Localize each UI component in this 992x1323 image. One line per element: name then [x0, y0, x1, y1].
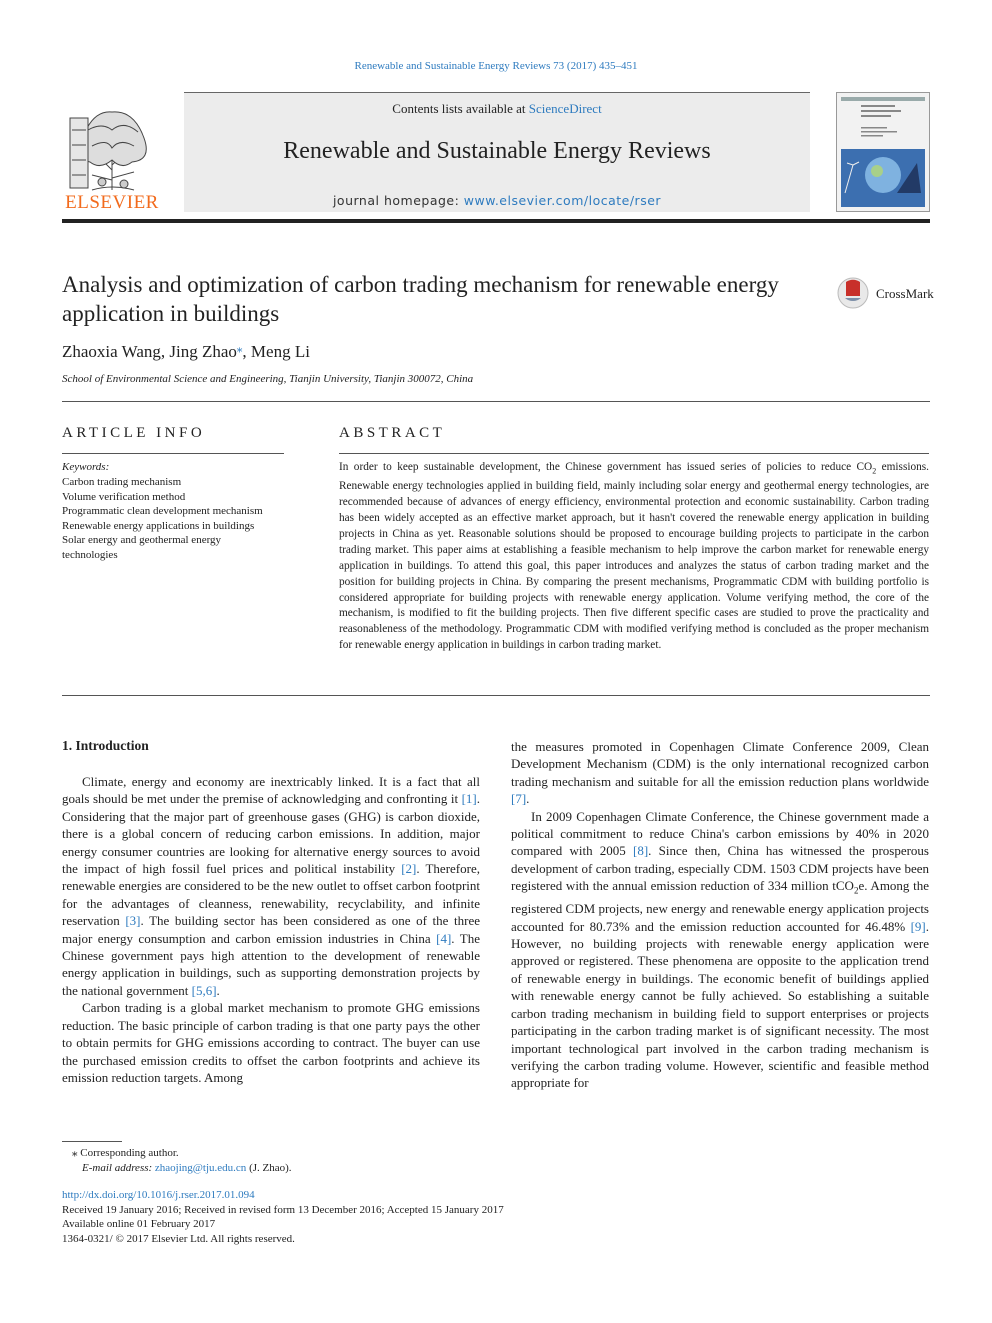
reference-link[interactable]: [7]: [511, 791, 527, 807]
header-divider: [62, 219, 930, 223]
body-paragraph: the measures promoted in Copenhagen Climate Conference 2009, Clean Development Mechanism (CDM) is the only international recognized carbon trading mechanism and suitable for all the emission reduction plans worldwide [7].: [511, 739, 929, 807]
keyword-item: Solar energy and geothermal energy: [62, 534, 222, 546]
keyword-item: Programmatic clean development mechanism: [62, 505, 263, 517]
abstract-divider: [339, 453, 929, 454]
author-name[interactable]: Jing Zhao: [169, 342, 237, 361]
reference-link[interactable]: [1]: [461, 791, 477, 807]
keyword-item: Volume verification method: [62, 490, 186, 503]
reference-link[interactable]: [4]: [436, 930, 452, 946]
corresponding-author-note: ⁎ Corresponding author.: [72, 1147, 179, 1159]
reference-link[interactable]: [3]: [125, 913, 141, 929]
body-column-left: [62, 773, 480, 1086]
introduction-heading: 1. Introduction: [62, 738, 149, 753]
reference-link[interactable]: [5,6]: [191, 982, 217, 998]
footnote-divider: [62, 1141, 122, 1142]
article-info-divider: [62, 453, 284, 454]
contents-line: Contents lists available at ScienceDirect: [392, 101, 602, 116]
sciencedirect-link[interactable]: ScienceDirect: [528, 101, 602, 116]
journal-header: [184, 92, 810, 212]
copyright: 1364-0321/ © 2017 Elsevier Ltd. All rights reserved.: [62, 1232, 295, 1245]
affiliation: School of Environmental Science and Engineering, Tianjin University, Tianjin 300072, China: [62, 373, 474, 385]
keywords-label: Keywords:: [62, 461, 110, 473]
abstract-end-divider: [62, 695, 930, 696]
corresponding-author-mark[interactable]: ⁎: [236, 343, 243, 355]
journal-homepage: journal homepage: www.elsevier.com/locate/rser: [332, 193, 662, 208]
email-note: E-mail address: zhaojing@tju.edu.cn (J. Zhao).: [82, 1161, 292, 1174]
crossmark-icon[interactable]: [836, 276, 872, 310]
body-column-right: [511, 738, 929, 1092]
journal-cover-thumbnail[interactable]: [836, 92, 930, 212]
received-dates: Received 19 January 2016; Received in revised form 13 December 2016; Accepted 15 January 2017: [62, 1203, 504, 1216]
cover-image: [837, 93, 929, 211]
article-history: [62, 1188, 504, 1246]
article-title: Analysis and optimization of carbon trading mechanism for renewable energy application in buildings: [62, 272, 779, 326]
online-date: Available online 01 February 2017: [62, 1218, 216, 1230]
author-list: Zhaoxia Wang, Jing Zhao⁎, Meng Li: [62, 342, 310, 361]
reference-link[interactable]: [8]: [633, 843, 649, 859]
section-divider: [62, 401, 930, 402]
author-name[interactable]: Zhaoxia Wang: [62, 342, 161, 361]
email-link[interactable]: zhaojing@tju.edu.cn: [154, 1161, 247, 1174]
body-paragraph: In 2009 Copenhagen Climate Conference, the Chinese government made a political commitment to reduce China's carbon emissions by 40% in 2020 compared with 2005 [8]. Since then, China has witnessed the prosperous development of carbon trading, especially CDM. 1503 CDM projects have been registered with the annual emission reduction of 334 million tCO$_2$e. Among the registered CDM projects, new energy and renewable energy application projects accounted for 80.73% and the emission reduction accounted for 46.48% [9]. However, no building projects with renewable energy application were approved or registered. These phenomena are opposite to the application trend of renewable energy in buildings. The economic benefit of buildings applied with renewable energy cannot be fully achieved. So establishing a suitable carbon trading mechanism in building field to support enterprises or projects participating in the carbon trading market is of significant necessity. The most important technological part involved in the carbon trading mechanism is verifying the carbon trading volume. However, scientific and feasible method appropriate for: [511, 808, 929, 1091]
abstract-heading: ABSTRACT: [339, 425, 446, 441]
homepage-link[interactable]: www.elsevier.com/locate/rser: [463, 193, 662, 208]
doi-link[interactable]: http://dx.doi.org/10.1016/j.rser.2017.01.094: [62, 1189, 255, 1201]
journal-title: Renewable and Sustainable Energy Reviews: [283, 138, 711, 164]
keyword-item: technologies: [62, 548, 118, 561]
journal-citation[interactable]: Renewable and Sustainable Energy Reviews 73 (2017) 435–451: [354, 60, 638, 72]
keyword-item: Renewable energy applications in buildings: [62, 519, 255, 532]
article-info-heading: ARTICLE INFO: [62, 425, 206, 441]
author-name[interactable]: Meng Li: [250, 342, 310, 361]
body-paragraph: Carbon trading is a global market mechanism to promote GHG emissions reduction. The basic principle of carbon trading is that one party pays the other to obtain permits for GHG emissions according to contract. The buyer can use the purchased emission credits to offset the carbon footprints and achieve its emission reduction targets. Among: [62, 1000, 480, 1085]
keyword-item: Carbon trading mechanism: [62, 476, 182, 488]
abstract-text: In order to keep sustainable development, the Chinese government has issued series of policies to reduce $CO_2$ emissions. Renewable energy technologies applied in building field, mainly including solar energy and geothermal energy technologies, are recommended because of advances of energy efficiency, environmental protection and economic sustainability. Carbon trading has been widely accepted as an effective market approach, but it hasn't covered the renewable energy application in building projects in China as yet. Reasonable solutions should be proposed to encourage building projects to participate in the carbon trading market. This paper aims at establishing a feasible mechanism to help improve the carbon market for renewable energy application in buildings. To attend this goal, this paper introduces and analyzes the status of carbon trading market and the position for building projects in China. By comparing the present mechanisms, Programmatic CDM with building portfolio is considered appropriate for building projects with renewable energy application. Volume verifying method, the core of the mechanism, is modified to fit the building projects. Then five different specific cases are studied to prove the practicality and reasonableness of the methodology. Programmatic CDM with modified verifying method is concluded as the proper mechanism for renewable energy application in buildings in carbon trading market.: [339, 461, 929, 652]
crossmark-label[interactable]: CrossMark: [876, 286, 934, 301]
elsevier-wordmark: ELSEVIER: [65, 192, 159, 213]
reference-link[interactable]: [9]: [910, 918, 926, 934]
body-paragraph: Climate, energy and economy are inextricably linked. It is a fact that all goals should be met under the premise of acknowledging and confronting it [1]. Considering that the major part of greenhouse gases (GHG) is carbon dioxide, there is a global concern of reducing carbon emissions. In addition, major energy consumer countries are looking for alternative energy sources to avoid the impact of high fossil fuel prices and political instability [2]. Therefore, renewable energies are considered to be the new outlet to offset carbon footprint for the advantages of cleanness, renewability, recyclability, and infinite reservation [3]. The building sector has been considered as one of the three major energy consumption and carbon emission industries in China [4]. The Chinese government pays high attention to the development of renewable energy application in buildings, such as supporting demonstration projects by the national government [5,6].: [62, 774, 480, 998]
reference-link[interactable]: [2]: [401, 861, 417, 877]
